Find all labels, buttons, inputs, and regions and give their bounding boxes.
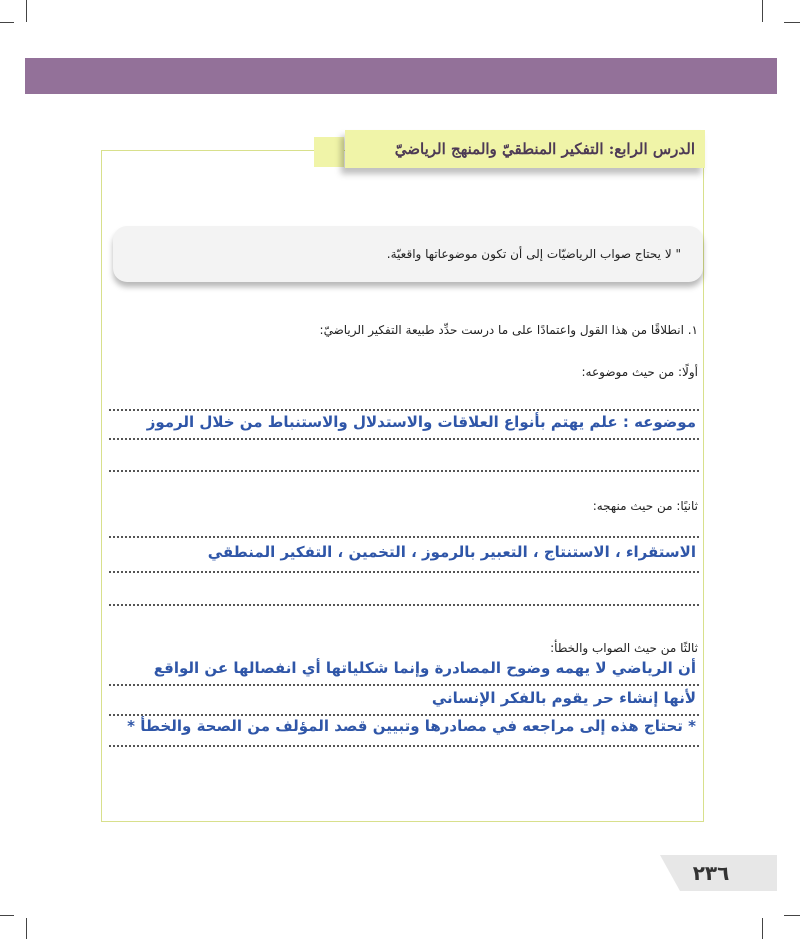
section-heading-method: ثانيًا: من حيث منهجه:: [592, 499, 698, 513]
answer-line: [109, 684, 699, 686]
lesson-title-tab: [345, 130, 705, 168]
question-text: ١. انطلاقًا من هذا القول واعتمادًا على ما درست حدِّد طبيعة التفكير الرياضيّ:: [319, 323, 698, 337]
answer-line: [109, 470, 699, 472]
answer-line: [109, 604, 699, 606]
crop-mark-bottom-left-h: [0, 915, 14, 916]
quote-text: " لا يحتاج صواب الرياضيّات إلى أن تكون موضوعاتها واقعيّة.: [386, 247, 681, 261]
crop-mark-bottom-left-v: [26, 918, 27, 939]
page-number: ٢٣٦: [692, 861, 730, 885]
answer-line: [109, 536, 699, 538]
section-heading-subject: أولًا: من حيث موضوعه:: [581, 365, 698, 379]
answer-validity-3[interactable]: * تحتاج هذه إلى مراجعه في مصادرها وتبيين قصد المؤلف من الصحة والخطأ *: [127, 717, 696, 735]
crop-mark-bottom-right-v: [762, 918, 763, 939]
crop-mark-bottom-right-h: [784, 915, 800, 916]
header-band: [25, 58, 777, 94]
title-tab-accent: [314, 137, 344, 167]
crop-mark-top-left-v: [26, 0, 27, 22]
answer-line: [109, 714, 699, 716]
answer-validity-1[interactable]: أن الرياضي لا يهمه وضوح المصادرة وإنما شكلياتها أي انفصالها عن الواقع: [153, 659, 696, 677]
page-number-tab: [680, 855, 777, 891]
answer-line: [109, 438, 699, 440]
lesson-title: الدرس الرابع: التفكير المنطقيّ والمنهج الرياضيّ: [394, 140, 695, 158]
section-heading-validity: ثالثًا من حيث الصواب والخطأ:: [550, 641, 698, 655]
answer-line: [109, 745, 699, 747]
answer-validity-2[interactable]: لأنها إنشاء حر يقوم بالفكر الإنساني: [431, 689, 696, 707]
answer-subject[interactable]: موضوعه : علم يهتم بأنواع العلاقات والاستدلال والاستنباط من خلال الرموز: [146, 413, 696, 431]
crop-mark-top-right-v: [762, 0, 763, 22]
answer-line: [109, 409, 699, 411]
quote-box: [113, 226, 703, 282]
crop-mark-top-right-h: [784, 22, 800, 23]
answer-line: [109, 571, 699, 573]
crop-mark-top-left-h: [0, 22, 14, 23]
answer-method[interactable]: الاستقراء ، الاستنتاج ، التعبير بالرموز ، التخمين ، التفكير المنطقي: [207, 543, 696, 561]
